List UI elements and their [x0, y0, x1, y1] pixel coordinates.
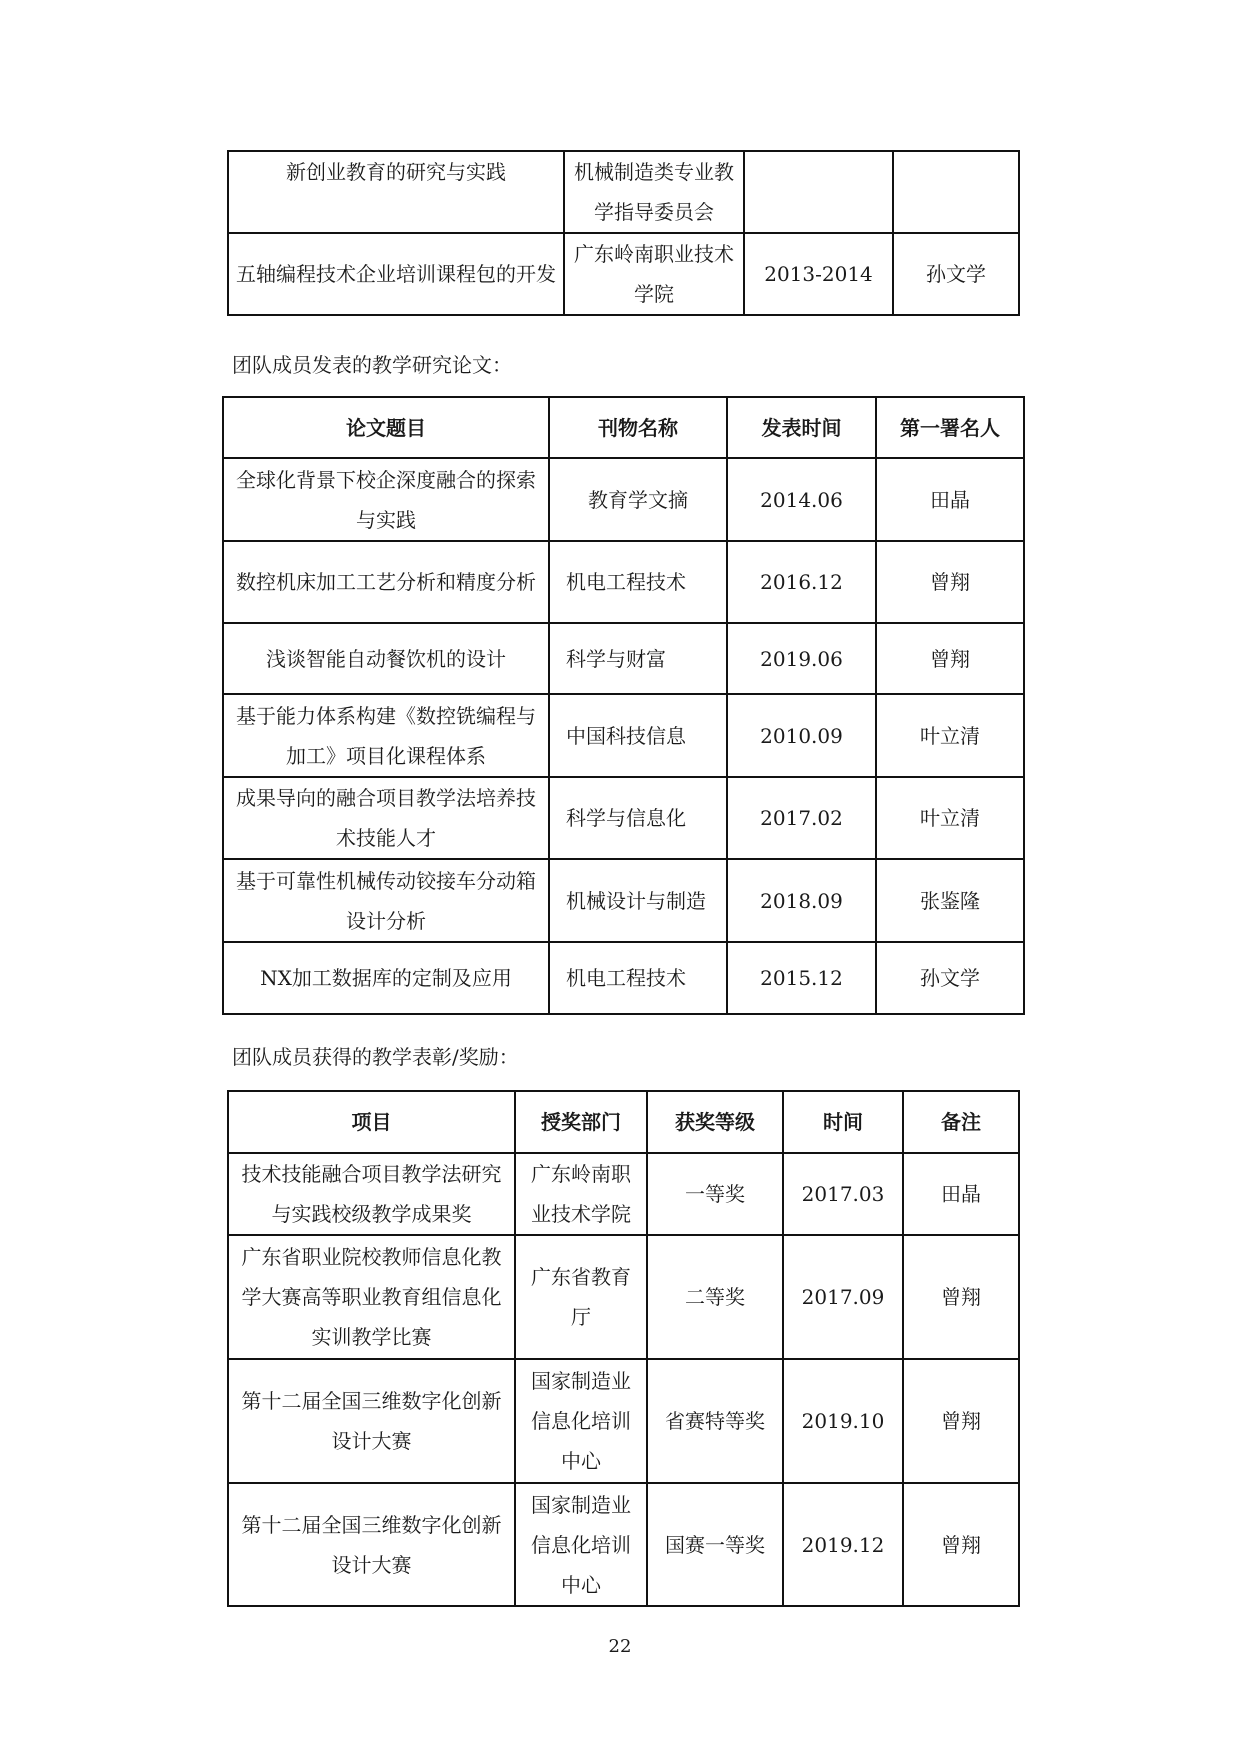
- project-name: 五轴编程技术企业培训课程包的开发: [228, 233, 564, 315]
- col-header: 第一署名人: [876, 397, 1024, 458]
- paper-title: 浅谈智能自动餐饮机的设计: [223, 623, 549, 694]
- award-project: 广东省职业院校教师信息化教学大赛高等职业教育组信息化实训教学比赛: [228, 1235, 515, 1359]
- paper-journal: 科学与信息化: [549, 777, 727, 859]
- header-row: [228, 1091, 1019, 1153]
- paper-journal: 机电工程技术: [549, 541, 727, 623]
- paper-journal: 机械设计与制造: [549, 859, 727, 942]
- paper-date: 2016.12: [727, 541, 876, 623]
- award-level: 省赛特等奖: [647, 1359, 783, 1483]
- col-header: 刊物名称: [549, 397, 727, 458]
- col-header: 论文题目: [223, 397, 549, 458]
- award-project: 第十二届全国三维数字化创新设计大赛: [228, 1359, 515, 1483]
- table-row: [223, 623, 1024, 694]
- table-row: [228, 1483, 1019, 1606]
- header-row: [223, 397, 1024, 458]
- table-row: [228, 151, 1019, 233]
- paper-journal: 机电工程技术: [549, 942, 727, 1014]
- paper-date: 2015.12: [727, 942, 876, 1014]
- paper-title: NX加工数据库的定制及应用: [223, 942, 549, 1014]
- award-dept: 国家制造业信息化培训中心: [515, 1483, 647, 1606]
- awards-intro: 团队成员获得的教学表彰/奖励：: [232, 1045, 519, 1069]
- table-row: [223, 859, 1024, 942]
- award-level: 二等奖: [647, 1235, 783, 1359]
- table-row: [223, 777, 1024, 859]
- paper-author: 孙文学: [876, 942, 1024, 1014]
- paper-author: 曾翔: [876, 623, 1024, 694]
- project-name: 新创业教育的研究与实践: [228, 151, 564, 233]
- page-number: 22: [608, 1636, 632, 1657]
- award-time: 2019.12: [783, 1483, 903, 1606]
- col-header: 授奖部门: [515, 1091, 647, 1153]
- table-row: [223, 458, 1024, 541]
- paper-journal: 教育学文摘: [549, 458, 727, 541]
- award-dept: 广东岭南职业技术学院: [515, 1153, 647, 1235]
- project-time: 2013-2014: [744, 233, 893, 315]
- papers-intro: 团队成员发表的教学研究论文：: [232, 353, 512, 377]
- paper-title: 基于能力体系构建《数控铣编程与加工》项目化课程体系: [223, 694, 549, 777]
- paper-journal: 中国科技信息: [549, 694, 727, 777]
- paper-title: 全球化背景下校企深度融合的探索与实践: [223, 458, 549, 541]
- table-row: [223, 694, 1024, 777]
- award-dept: 国家制造业信息化培训中心: [515, 1359, 647, 1483]
- project-unit: 广东岭南职业技术学院: [564, 233, 744, 315]
- paper-title: 数控机床加工工艺分析和精度分析: [223, 541, 549, 623]
- paper-author: 曾翔: [876, 541, 1024, 623]
- table-row: [223, 541, 1024, 623]
- paper-date: 2019.06: [727, 623, 876, 694]
- table-row: [228, 1235, 1019, 1359]
- award-project: 技术技能融合项目教学法研究与实践校级教学成果奖: [228, 1153, 515, 1235]
- paper-title: 基于可靠性机械传动铰接车分动箱设计分析: [223, 859, 549, 942]
- table-row: [223, 942, 1024, 1014]
- award-time: 2017.09: [783, 1235, 903, 1359]
- award-note: 田晶: [903, 1153, 1019, 1235]
- paper-author: 叶立清: [876, 694, 1024, 777]
- award-dept: 广东省教育厅: [515, 1235, 647, 1359]
- paper-author: 叶立清: [876, 777, 1024, 859]
- paper-author: 田晶: [876, 458, 1024, 541]
- award-time: 2019.10: [783, 1359, 903, 1483]
- paper-author: 张鉴隆: [876, 859, 1024, 942]
- paper-journal: 科学与财富: [549, 623, 727, 694]
- award-note: 曾翔: [903, 1483, 1019, 1606]
- awards-table: [227, 1090, 1020, 1607]
- project-unit: 机械制造类专业教学指导委员会: [564, 151, 744, 233]
- col-header: 发表时间: [727, 397, 876, 458]
- project-person: [893, 151, 1019, 233]
- table-row: [228, 1359, 1019, 1483]
- award-level: 国赛一等奖: [647, 1483, 783, 1606]
- col-header: 获奖等级: [647, 1091, 783, 1153]
- table-row: [228, 233, 1019, 315]
- table-row: [228, 1153, 1019, 1235]
- paper-date: 2014.06: [727, 458, 876, 541]
- award-time: 2017.03: [783, 1153, 903, 1235]
- paper-date: 2018.09: [727, 859, 876, 942]
- paper-title: 成果导向的融合项目教学法培养技术技能人才: [223, 777, 549, 859]
- papers-table: [222, 396, 1025, 1015]
- award-level: 一等奖: [647, 1153, 783, 1235]
- col-header: 时间: [783, 1091, 903, 1153]
- award-note: 曾翔: [903, 1359, 1019, 1483]
- paper-date: 2017.02: [727, 777, 876, 859]
- col-header: 备注: [903, 1091, 1019, 1153]
- award-note: 曾翔: [903, 1235, 1019, 1359]
- project-time: [744, 151, 893, 233]
- award-project: 第十二届全国三维数字化创新设计大赛: [228, 1483, 515, 1606]
- project-person: 孙文学: [893, 233, 1019, 315]
- paper-date: 2010.09: [727, 694, 876, 777]
- projects-table: [227, 150, 1020, 316]
- col-header: 项目: [228, 1091, 515, 1153]
